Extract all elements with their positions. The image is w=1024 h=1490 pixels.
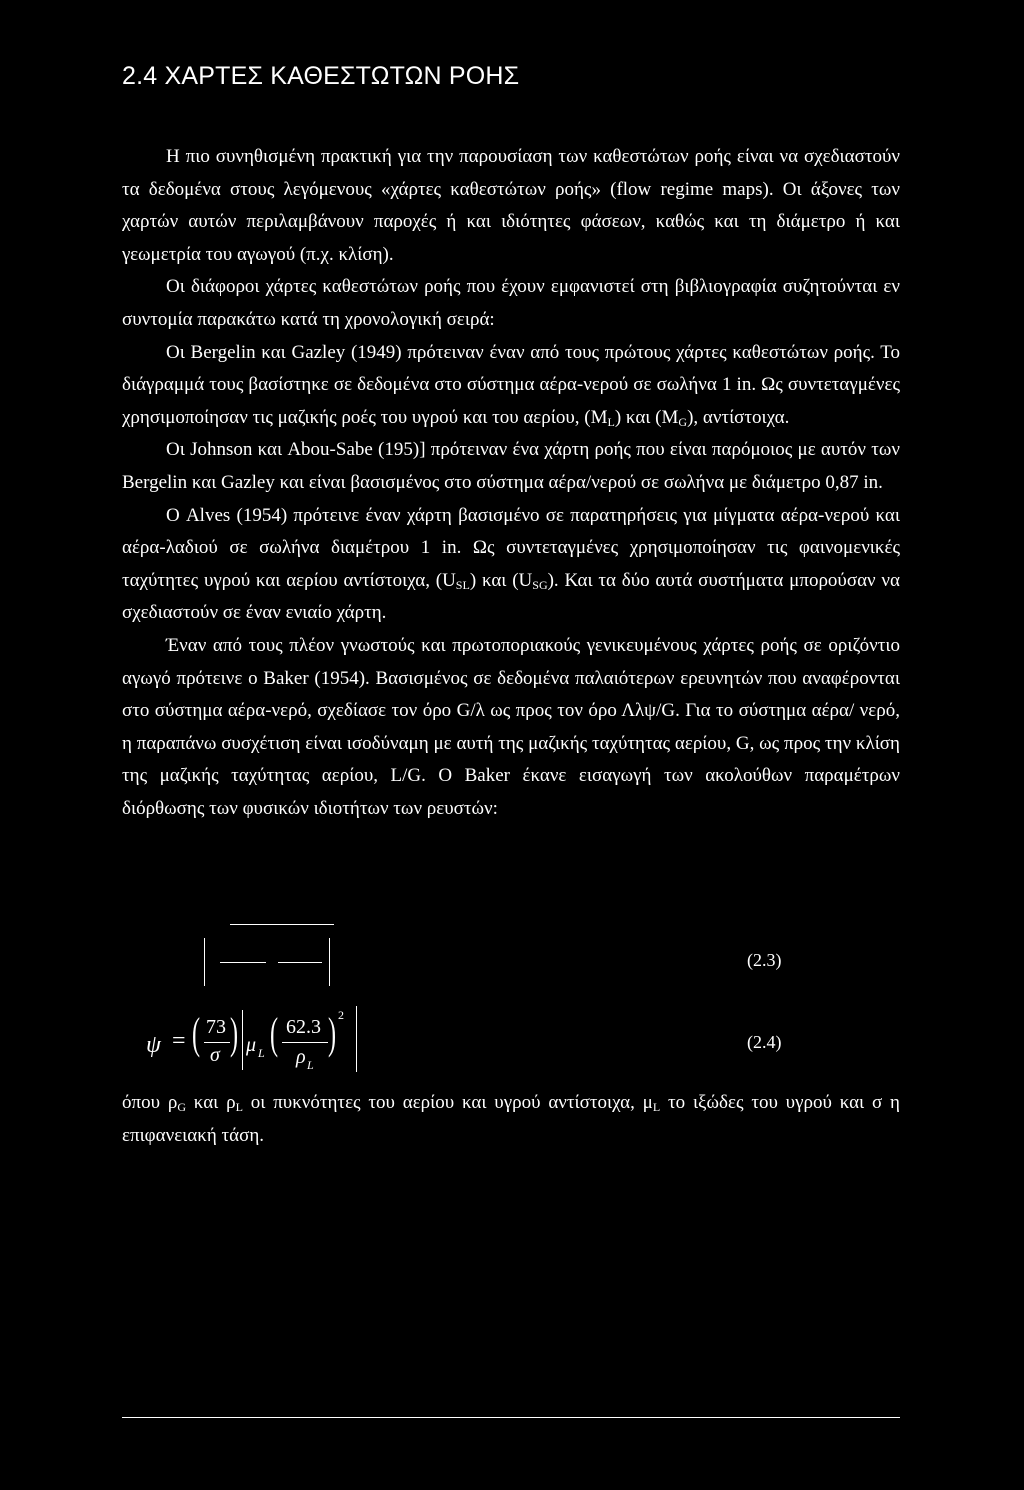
paragraph-overview: Οι διάφοροι χάρτες καθεστώτων ροής που έχουν εμφανιστεί στη βιβλιογραφία συζητούνται εν συντομία παρακάτω κατά τη χρονολογική σειρά: (122, 276, 900, 330)
equation-overline (230, 924, 334, 925)
subscript: L (652, 1100, 661, 1114)
equals-sign: = (172, 1028, 186, 1054)
text-run: το ιξώδες του υγρού και σ η επιφανειακή τάση. (122, 1092, 900, 1146)
text-run: ) και (M (614, 406, 679, 428)
text-run: οι πυκνότητες του αερίου και υγρού αντίστοιχα, μ (242, 1092, 653, 1113)
paragraph-baker: Έναν από τους πλέον γνωστούς και πρωτοποριακούς γενικευμένους χάρτες ροής σε οριζόντιο αγωγό πρότεινε ο Baker (1954). Βασισμένος σε δεδομένα παλαιότερων ερευνητών που αναφέρονται στο σύστημα αέρα-νερό, σχεδίασε τον όρο G/λ ως προς τον όρο Λλψ/G. Για το σύστημα αέρα/ νερό, η παραπάνω συσχέτιση είναι ισοδύναμη με αυτή της μαζικής ταχύτητας αερίου, G, ως προς την κλίση της μαζικής ταχύτητας αερίου, L/G. Ο Baker έκανε εισαγωγή των ακολούθων παραμέτρων διόρθωσης των φυσικών ιδιοτήτων των ρευστών: (122, 634, 900, 819)
psi-symbol: ψ (146, 1032, 161, 1058)
text-run: και ρ (185, 1092, 236, 1113)
subscript: SL (455, 577, 470, 592)
fraction-line (282, 1042, 328, 1043)
paragraph-intro: Η πιο συνηθισμένη πρακτική για την παρουσίαση των καθεστώτων ροής είναι να σχεδιαστούν τα δεδομένα στους λεγόμενους «χάρτες καθεστώτων ροής» (flow regime maps). Οι άξονες των χαρτών αυτών περιλαμβάνουν παροχές ή και ιδιότητες φάσεων, καθώς και τη διάμετρο ή και γεωμετρία του αγωγού (π.χ. κλίση). (122, 146, 900, 265)
left-paren: ( (192, 1009, 201, 1058)
denominator-rho: ρ (296, 1046, 306, 1068)
subscript: SG (532, 577, 548, 592)
subscript: G (177, 1100, 186, 1114)
equation-fraction-line (220, 962, 266, 963)
rho-subscript: L (307, 1058, 314, 1072)
equation-number-2-4: (2.4) (747, 1032, 782, 1052)
paragraph-bergelin (122, 337, 900, 435)
footer-rule (122, 1417, 900, 1418)
abs-bar (356, 1006, 357, 1072)
right-paren: ) (328, 1009, 337, 1058)
text-run: ), αντίστοιχα. (687, 406, 790, 428)
exponent: 2 (338, 1008, 344, 1022)
paragraph-symbols (122, 1087, 900, 1152)
mu-symbol: μ (246, 1034, 257, 1056)
equation-2-4 (140, 998, 400, 1078)
denominator-sigma: σ (210, 1044, 220, 1066)
equation-bar-right (329, 938, 330, 986)
mu-subscript: L (258, 1046, 265, 1060)
equation-fraction-line (278, 962, 322, 963)
body-text-closing (122, 1087, 900, 1152)
subscript: G (678, 414, 688, 429)
subscript: L (235, 1100, 243, 1114)
equation-2-3 (198, 938, 338, 988)
text-run: όπου ρ (122, 1092, 178, 1113)
paragraph-alves (122, 500, 900, 630)
text-run: ). Και τα δύο αυτά συστήματα μπορούσαν να σχεδιαστούν σε έναν ενιαίο χάρτη. (122, 569, 900, 624)
abs-bar (242, 1010, 243, 1070)
body-text (122, 141, 900, 825)
subscript: L (607, 414, 615, 429)
equation-bar-left (204, 938, 205, 986)
equation-number-2-3: (2.3) (747, 950, 782, 970)
numerator-73: 73 (206, 1016, 226, 1038)
numerator-62-3: 62.3 (286, 1016, 321, 1038)
section-heading: 2.4 ΧΑΡΤΕΣ ΚΑΘΕΣΤΩΤΩΝ ΡΟΗΣ (122, 62, 520, 90)
fraction-line (204, 1042, 230, 1043)
text-run: Οι Bergelin και Gazley (1949) πρότειναν έναν από τους πρώτους χάρτες καθεστώτων ροής. Το διάγραμμά τους βασίστηκε σε δεδομένα στο σύστημα αέρα-νερού σε σωλήνα 1 in. Ως συντεταγμένες χρησιμοποίησαν τις μαζικής ροές του υγρού και του αερίου, (M (122, 341, 900, 428)
text-run: Ο Alves (1954) πρότεινε έναν χάρτη βασισμένο σε παρατηρήσεις για μίγματα αέρα-νερού και αέρα-λαδιού σε σωλήνα διαμέτρου 1 in. Ως συντεταγμένες χρησιμοποίησαν τις φαινομενικές ταχύτητες υγρού και αερίου αντίστοιχα, (U (122, 504, 900, 591)
text-run: ) και (U (469, 569, 533, 591)
left-paren: ( (270, 1009, 279, 1058)
right-paren: ) (230, 1009, 239, 1058)
paragraph-johnson: Οι Johnson και Abou-Sabe (195)] πρότειναν ένα χάρτη ροής που είναι παρόμοιος με αυτόν των Bergelin και Gazley και είναι βασισμένος στο σύστημα αέρα/νερού σε σωλήνα με διάμετρο 0,87 in. (122, 439, 900, 493)
